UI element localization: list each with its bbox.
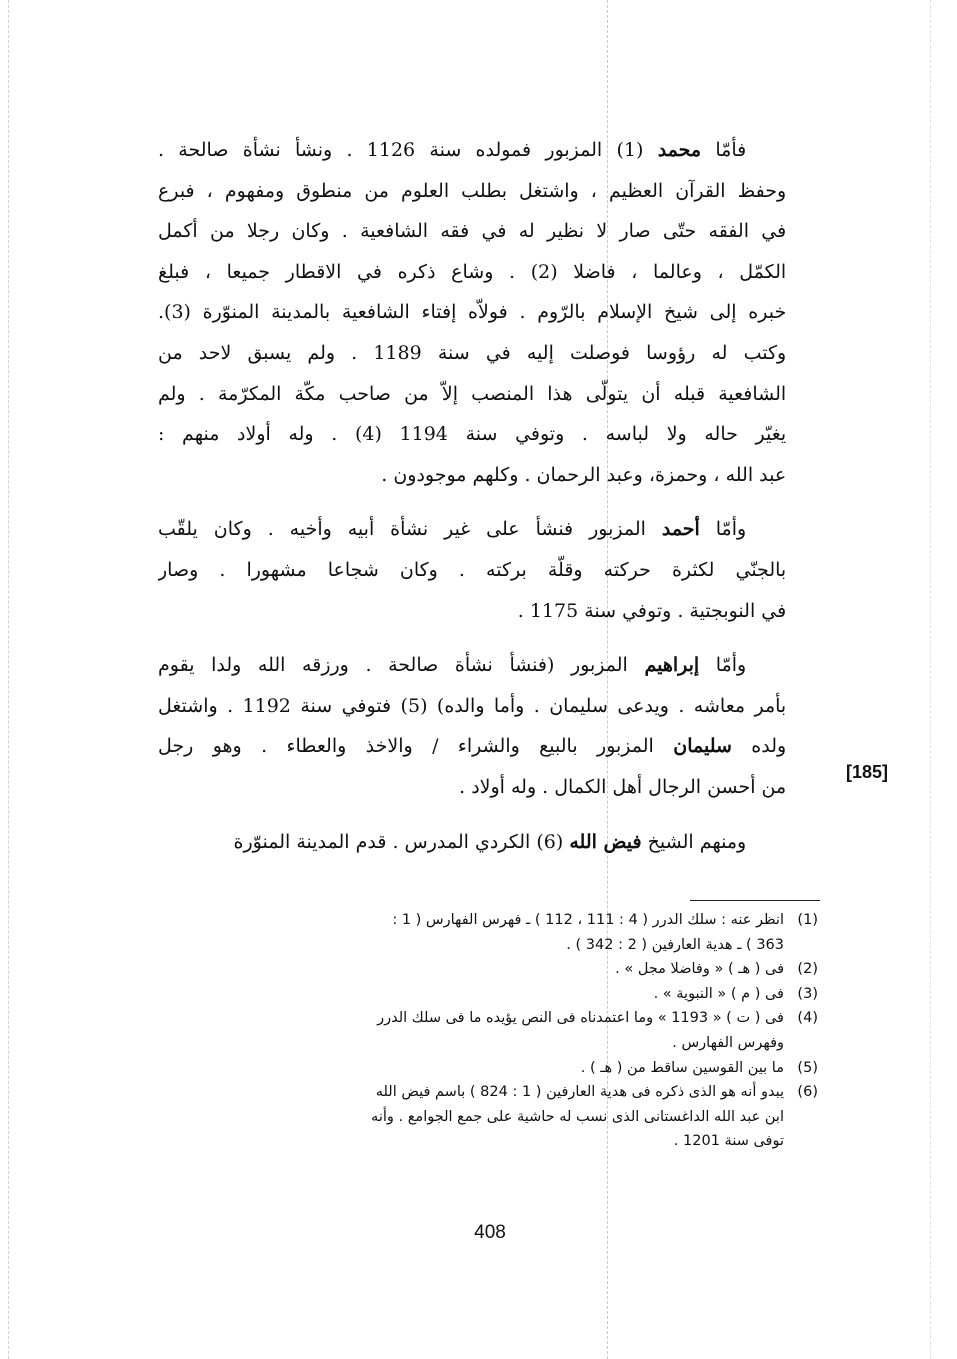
text-segment: بالجنّي لكثرة حركته وقلّة بركته . وكان شجاعا مشهورا . وصار xyxy=(158,558,787,581)
text-segment: المزبور (فنشأ نشأة صالحة . ورزقه الله ولدا يقوم xyxy=(158,654,645,677)
paragraph xyxy=(158,645,828,807)
footnote-line: فى ( ت ) « 1193 » وما اعتمدناه فى النص يؤيده ما فى سلك الدرر xyxy=(377,1010,784,1027)
footnote-line: انظر عنه : سلك الدرر ( 4 : 111 ، 112 ) ـ فهرس الفهارس ( 1 : xyxy=(392,912,784,928)
bold-name: فيض الله xyxy=(569,830,642,853)
text-line xyxy=(158,591,828,632)
footnote-number: (4) xyxy=(797,1010,818,1027)
text-line xyxy=(158,211,828,252)
text-line xyxy=(158,171,828,212)
text-segment: عبد الله ، وحمزة، وعبد الرحمان . وكلهم موجودون . xyxy=(381,463,787,486)
text-segment: فأمّا xyxy=(701,139,747,161)
footnote xyxy=(158,1056,818,1081)
text-segment: من أحسن الرجال أهل الكمال . وله أولاد . xyxy=(459,775,787,798)
text-segment: يغيّر حاله ولا لباسه . وتوفي سنة 1194 (4) . وله أولاد منهم : xyxy=(158,423,787,446)
text-line xyxy=(158,726,828,767)
text-segment: وحفظ القرآن العظيم ، واشتغل بطلب العلوم من منطوق ومفهوم ، فبرع xyxy=(158,179,787,202)
footnote-separator xyxy=(690,900,820,901)
bold-name: أحمد xyxy=(661,518,700,541)
footnote xyxy=(158,982,818,1007)
footnote-text xyxy=(158,982,784,1007)
text-segment: الكمّل ، وعالما ، فاضلا (2) . وشاع ذكره في الاقطار جميعا ، فبلغ xyxy=(158,260,787,283)
footnote-number: (6) xyxy=(797,1084,818,1101)
text-line xyxy=(158,550,828,591)
footnote-line: 363 ) ـ هدية العارفين ( 2 : 342 ) . xyxy=(566,936,784,953)
text-line xyxy=(158,455,828,496)
footnote-line: يبدو أنه هو الذى ذكره فى هدية العارفين ( 1 : 824 ) باسم فيض الله xyxy=(375,1084,784,1101)
text-line xyxy=(158,414,828,455)
main-text xyxy=(158,130,828,862)
text-line xyxy=(158,822,828,863)
footnote-text xyxy=(158,1080,784,1154)
footnote-text xyxy=(158,957,784,982)
text-segment: وأمّا xyxy=(699,518,747,541)
footnote-line: ابن عبد الله الداغستانى الذى نسب له حاشية على جمع الجوامع . وأنه xyxy=(371,1108,784,1125)
footnote-line: فى ( هـ ) « وفاضلا مجل » . xyxy=(615,961,784,978)
text-segment: (1) المزبور فمولده سنة 1126 . ونشأ نشأة صالحة . xyxy=(158,139,658,161)
text-line xyxy=(158,252,828,293)
paragraph xyxy=(158,130,828,495)
bold-name: إبراهيم xyxy=(644,654,700,677)
text-line xyxy=(158,767,828,808)
footnote-number: (2) xyxy=(797,961,818,978)
text-line xyxy=(158,645,828,686)
text-segment: الشافعية قبله أن يتولّى هذا المنصب إلاّ من صاحب مكّة المكرّمة . ولم xyxy=(158,382,787,405)
text-line xyxy=(158,686,828,727)
footnote-number: (5) xyxy=(797,1059,818,1076)
footnote-line: وفهرس الفهارس . xyxy=(672,1034,784,1051)
bold-name: سليمان xyxy=(673,735,732,758)
text-segment: بأمر معاشه . ويدعى سليمان . وأما والده) (5) فتوفي سنة 1192 . واشتغل xyxy=(158,694,787,717)
footnote-text xyxy=(158,1056,784,1081)
text-line xyxy=(158,509,828,550)
text-segment: في النوبجتية . وتوفي سنة 1175 . xyxy=(517,599,787,622)
footnote xyxy=(158,1080,818,1154)
paragraph xyxy=(158,822,828,863)
text-line xyxy=(158,292,828,333)
text-segment: ولده xyxy=(731,735,787,758)
scan-edge-line xyxy=(8,0,10,1359)
page-number: 408 xyxy=(474,1222,506,1243)
text-segment: خبره إلى شيخ الإسلام بالرّوم . فولاّه إفتاء الشافعية بالمدينة المنوّرة (3). xyxy=(158,301,787,324)
footnotes xyxy=(158,908,818,1154)
text-segment: وكتب له رؤوسا فوصلت إليه في سنة 1189 . ولم يسبق لاحد من xyxy=(158,341,787,364)
footnote-number: (3) xyxy=(797,985,818,1002)
text-segment: في الفقه حتّى صار لا نظير له في فقه الشافعية . وكان رجلا من أكمل xyxy=(158,220,787,243)
footnote xyxy=(158,957,818,982)
text-line xyxy=(158,333,828,374)
bold-name: محمد xyxy=(657,139,702,161)
text-segment: المزبور بالبيع والشراء / والاخذ والعطاء . وهو رجل xyxy=(158,735,674,758)
text-line xyxy=(158,130,828,171)
text-line xyxy=(158,374,828,415)
footnote xyxy=(158,908,818,957)
text-segment: (6) الكردي المدرس . قدم المدينة المنوّرة xyxy=(233,830,570,853)
side-page-marker: [185] xyxy=(846,762,889,782)
footnote-line: توفى سنة 1201 . xyxy=(673,1133,784,1150)
footnote-line: فى ( م ) « النبوية » . xyxy=(653,985,784,1002)
text-segment: ومنهم الشيخ xyxy=(641,830,747,853)
text-segment: المزبور فنشأ على غير نشأة أبيه وأخيه . وكان يلقّب xyxy=(158,518,662,541)
footnote xyxy=(158,1006,818,1055)
footnote-text xyxy=(158,1006,784,1055)
footnote-line: ما بين القوسين ساقط من ( هـ ) . xyxy=(580,1059,784,1076)
paragraph xyxy=(158,509,828,631)
footnote-text xyxy=(158,908,784,957)
scan-edge-line-right xyxy=(930,0,932,1359)
footnote-number: (1) xyxy=(797,912,818,928)
text-segment: وأمّا xyxy=(699,654,747,677)
